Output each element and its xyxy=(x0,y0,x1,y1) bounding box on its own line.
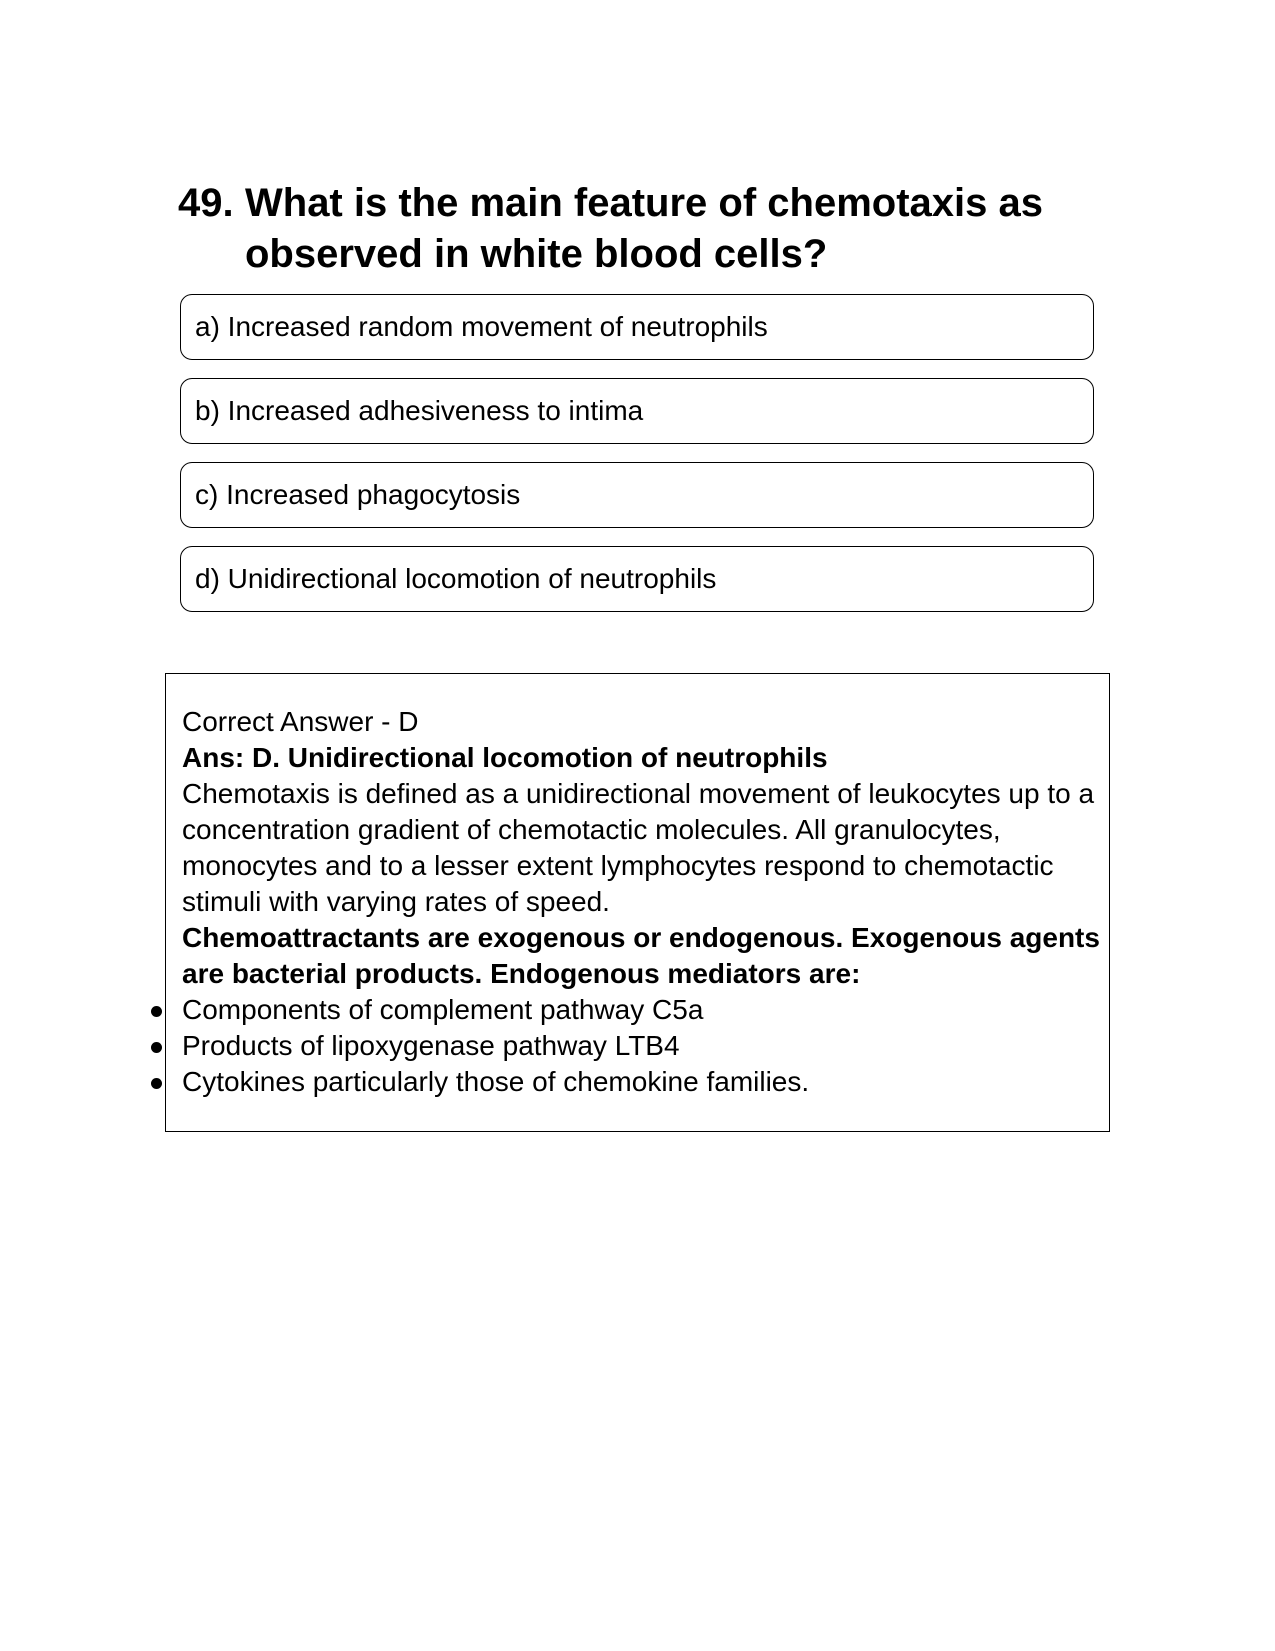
answer-box xyxy=(165,673,1110,1132)
question-heading xyxy=(178,178,1098,280)
list-item xyxy=(182,992,1109,1028)
list-item-text: Components of complement pathway C5a xyxy=(182,994,704,1025)
list-item xyxy=(182,1028,1109,1064)
question-text: What is the main feature of chemotaxis as observed in white blood cells? xyxy=(245,181,1043,276)
option-d[interactable]: d) Unidirectional locomotion of neutrophils xyxy=(180,546,1094,612)
mediator-list xyxy=(182,992,1109,1100)
mediators-note: Chemoattractants are exogenous or endogenous. Exogenous agents are bacterial products. Endogenous mediators are: xyxy=(182,922,1100,989)
answer-explanation: Chemotaxis is defined as a unidirectional movement of leukocytes up to a concentration gradient of chemotactic molecules. All granulocytes, monocytes and to a lesser extent lymphocytes respond to chemotactic stimuli with varying rates of speed. xyxy=(182,778,1095,917)
option-c[interactable]: c) Increased phagocytosis xyxy=(180,462,1094,528)
list-item-text: Cytokines particularly those of chemokine families. xyxy=(182,1066,810,1097)
bullet-icon xyxy=(151,1042,162,1053)
option-b[interactable]: b) Increased adhesiveness to intima xyxy=(180,378,1094,444)
list-item xyxy=(182,1064,1109,1100)
bullet-icon xyxy=(151,1078,162,1089)
bullet-icon xyxy=(151,1006,162,1017)
question-number: 49. xyxy=(178,181,234,225)
answer-heading: Ans: D. Unidirectional locomotion of neutrophils xyxy=(182,742,828,773)
option-a[interactable]: a) Increased random movement of neutrophils xyxy=(180,294,1094,360)
correct-answer: Correct Answer - D xyxy=(182,706,419,737)
list-item-text: Products of lipoxygenase pathway LTB4 xyxy=(182,1030,680,1061)
